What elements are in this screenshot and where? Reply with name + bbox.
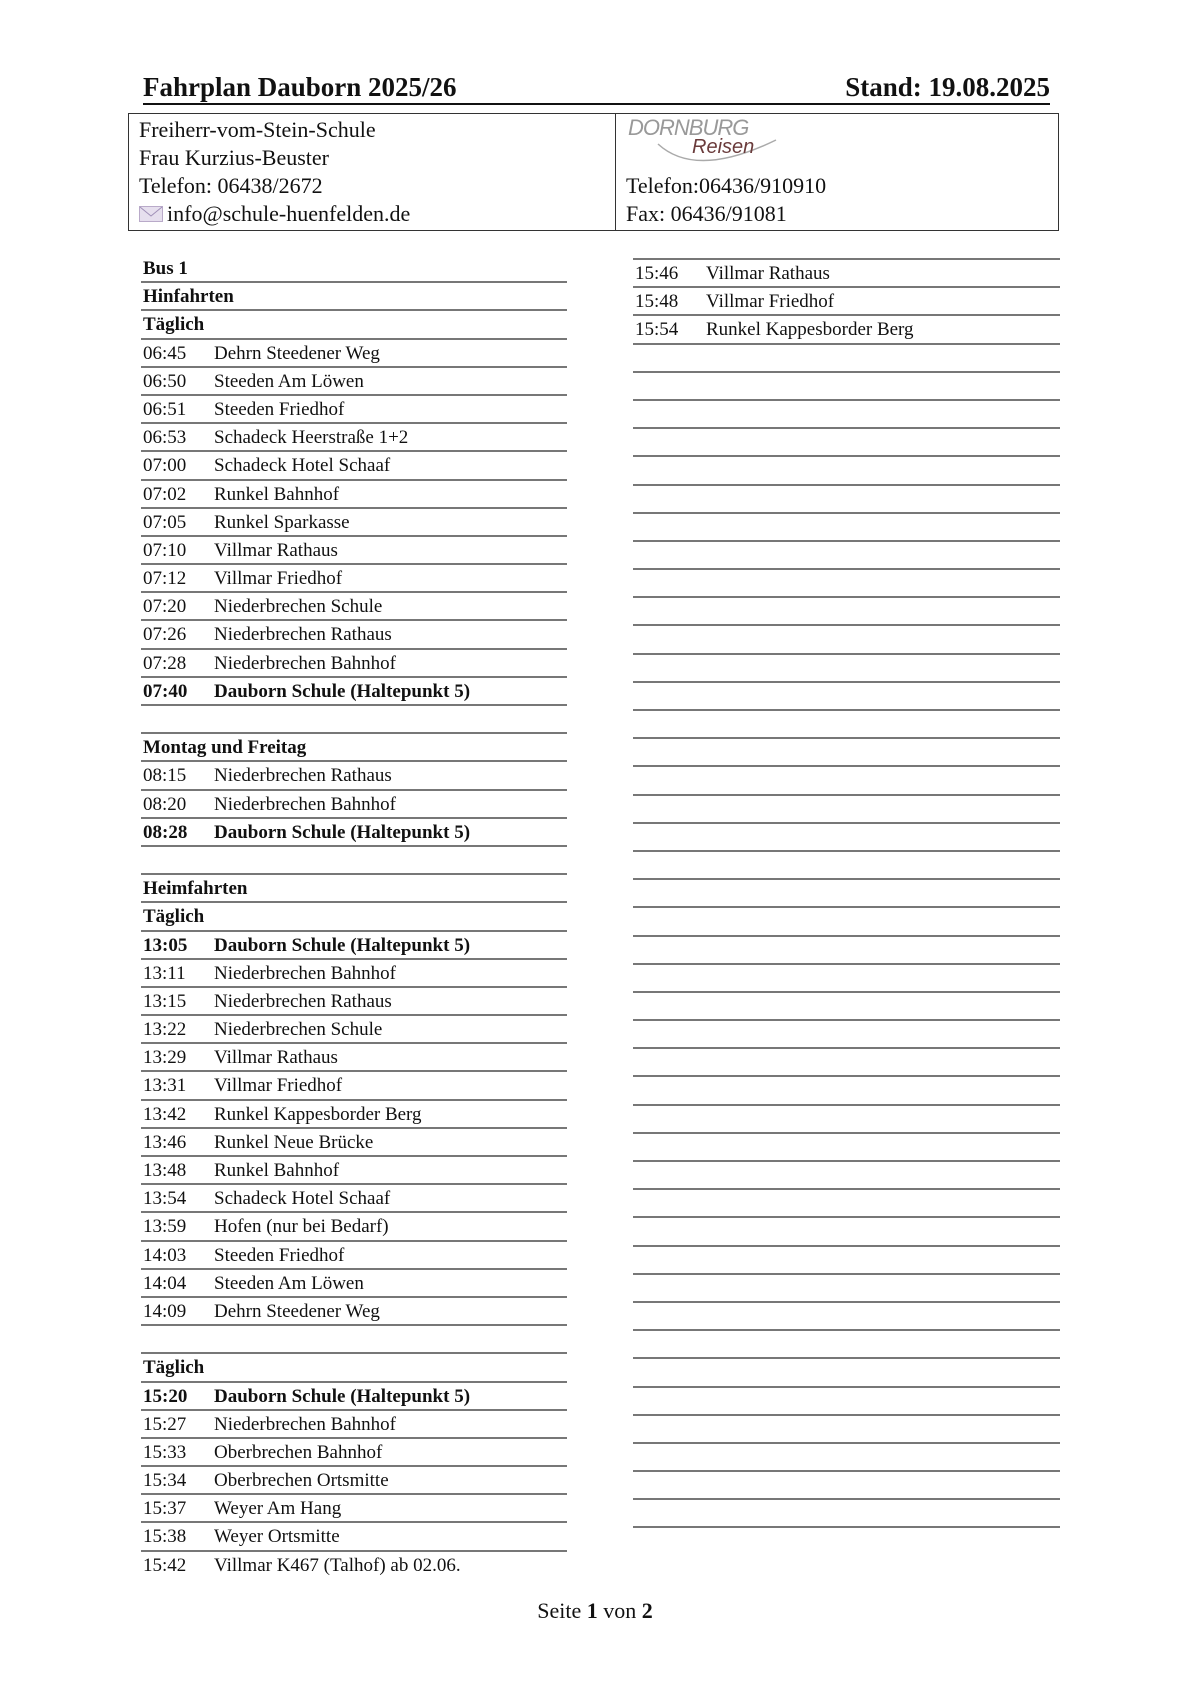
stop-row	[141, 537, 567, 565]
stop-time: 07:28	[143, 652, 187, 674]
stop-time: 15:27	[143, 1413, 187, 1435]
stop-time: 13:59	[143, 1216, 187, 1238]
stop-name: Steeden Friedhof	[214, 1244, 345, 1266]
stop-name: Niederbrechen Bahnhof	[214, 1413, 397, 1435]
stop-time: 15:48	[635, 291, 679, 313]
stop-time: 13:54	[143, 1188, 187, 1210]
stop-row	[141, 819, 567, 847]
operator-contact	[626, 114, 826, 228]
section-heading	[141, 903, 567, 931]
empty-row	[633, 937, 1060, 965]
stop-row	[141, 960, 567, 988]
stop-row	[141, 481, 567, 509]
empty-row	[633, 767, 1060, 795]
empty-row	[633, 1049, 1060, 1077]
stop-name: Dehrn Steedener Weg	[214, 342, 380, 364]
stop-time: 07:26	[143, 624, 187, 646]
stop-time: 07:05	[143, 511, 187, 533]
section-heading	[141, 1354, 567, 1382]
stop-time: 15:37	[143, 1498, 187, 1520]
stop-row	[141, 791, 567, 819]
footer-mid: von	[603, 1598, 637, 1623]
stop-time: 07:40	[143, 680, 188, 702]
section-heading	[141, 283, 567, 311]
empty-row	[633, 711, 1060, 739]
page-footer	[0, 1598, 1190, 1624]
schedule-left-column	[141, 255, 567, 1578]
heading-text: Täglich	[143, 1357, 205, 1379]
stop-name: Villmar Rathaus	[214, 1047, 338, 1069]
school-contact-person: Frau Kurzius-Beuster	[139, 145, 330, 170]
stop-time: 06:45	[143, 342, 187, 364]
stop-row	[141, 678, 567, 706]
empty-row	[633, 457, 1060, 485]
stop-time: 13:15	[143, 990, 187, 1012]
stop-row	[141, 1129, 567, 1157]
stop-name: Steeden Friedhof	[214, 398, 345, 420]
empty-row	[633, 598, 1060, 626]
stop-time: 14:04	[143, 1272, 187, 1294]
stop-name: Runkel Kappesborder Berg	[706, 319, 914, 341]
stop-row	[141, 368, 567, 396]
school-email[interactable]: info@schule-huenfelden.de	[167, 201, 411, 226]
stop-name: Niederbrechen Bahnhof	[214, 962, 397, 984]
stop-row	[141, 621, 567, 649]
stop-row	[141, 340, 567, 368]
empty-row	[633, 1331, 1060, 1359]
stop-name: Hofen (nur bei Bedarf)	[214, 1216, 389, 1238]
stop-time: 13:31	[143, 1075, 187, 1097]
empty-row	[633, 1472, 1060, 1500]
stop-name: Niederbrechen Rathaus	[214, 765, 392, 787]
stop-row	[141, 1467, 567, 1495]
stop-name: Villmar Friedhof	[706, 291, 835, 313]
stop-row	[141, 1383, 567, 1411]
stop-time: 15:42	[143, 1554, 187, 1576]
stop-time: 13:11	[143, 962, 186, 984]
stop-time: 07:10	[143, 539, 187, 561]
stop-name: Niederbrechen Bahnhof	[214, 793, 397, 815]
stop-name: Niederbrechen Bahnhof	[214, 652, 397, 674]
school-contact	[139, 116, 410, 228]
empty-row	[141, 1326, 567, 1354]
stop-row	[141, 593, 567, 621]
empty-row	[633, 373, 1060, 401]
stop-time: 06:53	[143, 427, 187, 449]
stop-name: Oberbrechen Bahnhof	[214, 1441, 383, 1463]
stop-name: Dauborn Schule (Haltepunkt 5)	[214, 1385, 471, 1407]
stop-name: Weyer Ortsmitte	[214, 1526, 340, 1548]
empty-row	[633, 1106, 1060, 1134]
stop-row	[141, 1157, 567, 1185]
stop-name: Steeden Am Löwen	[214, 370, 364, 392]
stop-row	[141, 762, 567, 790]
empty-row	[633, 1134, 1060, 1162]
stop-name: Villmar Rathaus	[214, 539, 338, 561]
stop-name: Schadeck Hotel Schaaf	[214, 455, 391, 477]
stop-row	[141, 932, 567, 960]
footer-page: 1	[586, 1598, 598, 1623]
empty-row	[633, 1359, 1060, 1387]
empty-row	[633, 739, 1060, 767]
empty-row	[633, 1444, 1060, 1472]
schedule-right-column	[633, 258, 1060, 1528]
stop-time: 06:51	[143, 398, 187, 420]
stop-time: 13:46	[143, 1131, 187, 1153]
stop-row	[141, 1411, 567, 1439]
stop-time: 14:03	[143, 1244, 187, 1266]
stop-time: 13:48	[143, 1160, 187, 1181]
mail-icon	[139, 206, 163, 222]
stop-name: Runkel Bahnhof	[214, 1160, 340, 1181]
stop-row	[141, 1242, 567, 1270]
stop-row	[141, 650, 567, 678]
stop-name: Niederbrechen Schule	[214, 1019, 383, 1041]
empty-row	[633, 1162, 1060, 1190]
heading-text: Bus 1	[143, 258, 188, 279]
empty-row	[633, 880, 1060, 908]
empty-row	[633, 1388, 1060, 1416]
stop-row	[141, 1495, 567, 1523]
footer-prefix: Seite	[537, 1598, 582, 1623]
stop-name: Oberbrechen Ortsmitte	[214, 1470, 389, 1492]
stop-time: 14:09	[143, 1300, 187, 1322]
empty-row	[633, 993, 1060, 1021]
stop-name: Steeden Am Löwen	[214, 1272, 364, 1294]
empty-row	[633, 429, 1060, 457]
stop-time: 15:38	[143, 1526, 187, 1548]
stop-row	[141, 1298, 567, 1326]
stop-name: Villmar Friedhof	[214, 568, 343, 590]
stop-name: Villmar Friedhof	[214, 1075, 343, 1097]
school-name: Freiherr-vom-Stein-Schule	[139, 117, 376, 142]
stop-time: 15:34	[143, 1470, 187, 1492]
stop-name: Dauborn Schule (Haltepunkt 5)	[214, 680, 471, 702]
stop-row	[141, 988, 567, 1016]
operator-fax: Fax: 06436/91081	[626, 201, 787, 226]
empty-row	[633, 1077, 1060, 1105]
section-heading	[141, 734, 567, 762]
stop-name: Niederbrechen Schule	[214, 596, 383, 618]
stop-row	[141, 1016, 567, 1044]
stop-time: 06:50	[143, 370, 187, 392]
empty-row	[633, 1275, 1060, 1303]
dornburg-reisen-logo: DORNBURG Reisen	[626, 114, 786, 172]
stop-row	[141, 509, 567, 537]
stop-row	[141, 1439, 567, 1467]
stop-name: Runkel Bahnhof	[214, 483, 340, 505]
stop-time: 15:46	[635, 263, 679, 284]
empty-row	[633, 1500, 1060, 1528]
stop-row	[141, 1044, 567, 1072]
stop-time: 13:29	[143, 1047, 187, 1069]
stop-row	[633, 316, 1060, 344]
stop-row	[141, 1523, 567, 1551]
stop-row	[141, 424, 567, 452]
stop-time: 15:33	[143, 1441, 187, 1463]
stop-time: 15:20	[143, 1385, 188, 1407]
stop-name: Runkel Neue Brücke	[214, 1131, 374, 1153]
empty-row	[633, 1190, 1060, 1218]
stop-name: Runkel Kappesborder Berg	[214, 1103, 422, 1125]
stop-row	[633, 260, 1060, 288]
stop-row	[141, 396, 567, 424]
stand-date: Stand: 19.08.2025	[845, 72, 1050, 102]
stop-time: 13:42	[143, 1103, 187, 1125]
contact-box	[128, 113, 1059, 231]
stop-name: Niederbrechen Rathaus	[214, 624, 392, 646]
heading-text: Täglich	[143, 314, 205, 336]
title-text: Fahrplan Dauborn 2025/26	[143, 72, 457, 102]
stop-row	[141, 1072, 567, 1100]
empty-row	[633, 570, 1060, 598]
section-heading	[141, 311, 567, 339]
empty-row	[633, 626, 1060, 654]
heading-text: Hinfahrten	[143, 286, 234, 308]
empty-row	[633, 401, 1060, 429]
school-email-line	[139, 200, 410, 228]
empty-row	[633, 514, 1060, 542]
stop-row	[141, 1101, 567, 1129]
stop-name: Schadeck Heerstraße 1+2	[214, 427, 409, 449]
stop-time: 13:22	[143, 1019, 187, 1041]
empty-row	[633, 852, 1060, 880]
empty-row	[633, 1247, 1060, 1275]
empty-row	[633, 908, 1060, 936]
empty-row	[633, 965, 1060, 993]
empty-row	[633, 1218, 1060, 1246]
stop-name: Weyer Am Hang	[214, 1498, 342, 1520]
box-divider	[615, 114, 616, 230]
empty-row	[141, 706, 567, 734]
stop-time: 07:12	[143, 568, 187, 590]
empty-row	[633, 683, 1060, 711]
stop-time: 07:00	[143, 455, 187, 477]
stop-time: 07:02	[143, 483, 187, 505]
stop-time: 07:20	[143, 596, 187, 618]
section-heading	[141, 255, 567, 283]
stop-time: 08:28	[143, 821, 188, 843]
section-heading	[141, 875, 567, 903]
empty-row	[633, 1303, 1060, 1331]
stop-name: Schadeck Hotel Schaaf	[214, 1188, 391, 1210]
stop-row	[141, 1213, 567, 1241]
stop-name: Dauborn Schule (Haltepunkt 5)	[214, 821, 471, 843]
stop-name: Villmar Rathaus	[706, 263, 830, 284]
heading-text: Montag und Freitag	[143, 737, 307, 759]
empty-row	[633, 1021, 1060, 1049]
empty-row	[633, 796, 1060, 824]
stop-row	[141, 1552, 567, 1578]
stop-row	[141, 452, 567, 480]
stop-row	[141, 565, 567, 593]
stop-time: 08:15	[143, 765, 187, 787]
stop-name: Villmar K467 (Talhof) ab 02.06.	[214, 1554, 461, 1576]
school-phone: Telefon: 06438/2672	[139, 173, 323, 198]
stop-time: 15:54	[635, 319, 679, 341]
stop-name: Niederbrechen Rathaus	[214, 990, 392, 1012]
stop-row	[141, 1270, 567, 1298]
stop-name: Dauborn Schule (Haltepunkt 5)	[214, 934, 471, 956]
stop-name: Dehrn Steedener Weg	[214, 1300, 380, 1322]
empty-row	[633, 345, 1060, 373]
empty-row	[141, 847, 567, 875]
heading-text: Heimfahrten	[143, 878, 248, 900]
empty-row	[633, 486, 1060, 514]
stop-row	[141, 1185, 567, 1213]
stop-time: 08:20	[143, 793, 187, 815]
empty-row	[633, 824, 1060, 852]
stop-time: 13:05	[143, 934, 188, 956]
stop-row	[633, 288, 1060, 316]
footer-total: 2	[641, 1598, 653, 1623]
heading-text: Täglich	[143, 906, 205, 928]
page-title	[143, 72, 1050, 105]
empty-row	[633, 542, 1060, 570]
empty-row	[633, 655, 1060, 683]
operator-phone: Telefon:06436/910910	[626, 173, 827, 198]
empty-row	[633, 1416, 1060, 1444]
stop-name: Runkel Sparkasse	[214, 511, 350, 533]
